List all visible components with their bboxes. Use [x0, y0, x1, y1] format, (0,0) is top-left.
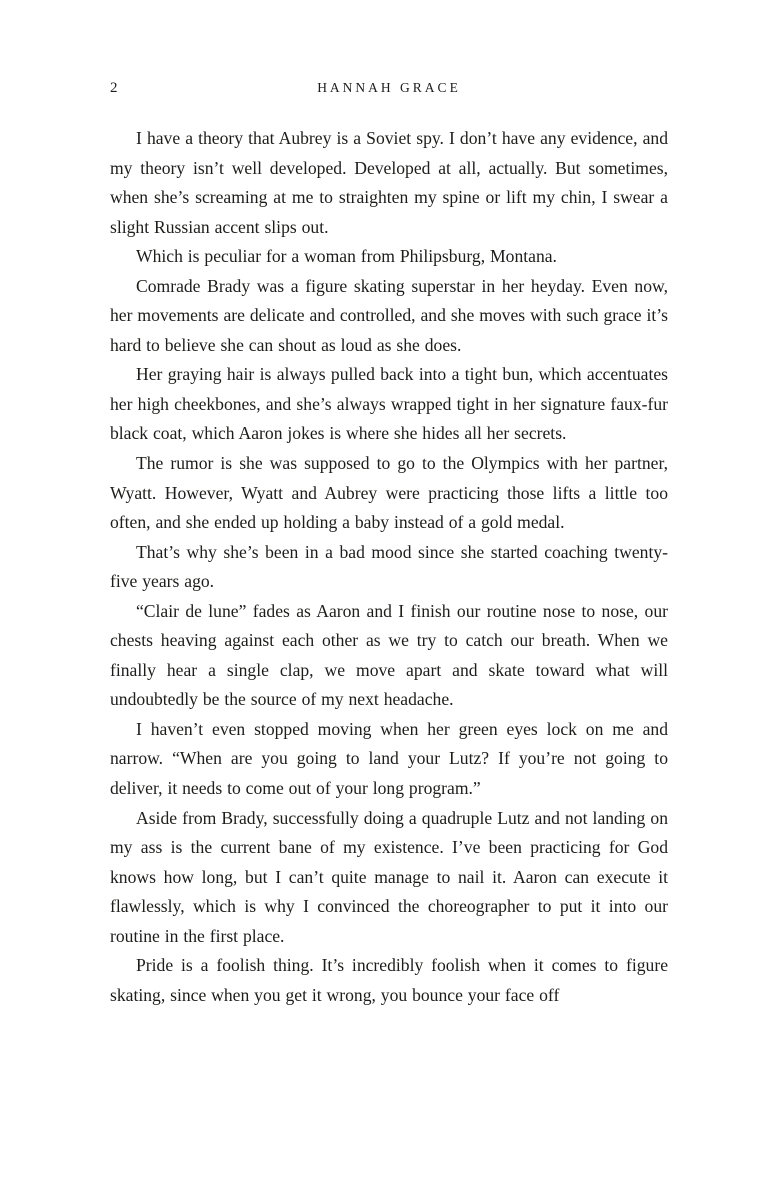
page-number: 2: [110, 80, 118, 96]
body-text: [110, 124, 668, 1010]
paragraph: I have a theory that Aubrey is a Soviet spy. I don’t have any evidence, and my theory isn’t well developed. Developed at all, actually. But sometimes, when she’s screaming at me to straighten my spine or lift my chin, I swear a slight Russian accent slips out.: [110, 128, 668, 237]
paragraph: That’s why she’s been in a bad mood since she started coaching twenty-five years ago.: [110, 541, 668, 592]
paragraph: Which is peculiar for a woman from Philipsburg, Montana.: [136, 246, 557, 267]
paragraph: “Clair de lune” fades as Aaron and I finish our routine nose to nose, our chests heaving against each other as we try to catch our breath. When we finally hear a single clap, we move apart and skate toward what will undoubtedly be the source of my next headache.: [110, 600, 668, 710]
paragraph: I haven’t even stopped moving when her green eyes lock on me and narrow. “When are you going to land your Lutz? If you’re not going to deliver, it needs to come out of your long program.”: [110, 718, 668, 799]
paragraph: Comrade Brady was a figure skating superstar in her heyday. Even now, her movements are delicate and controlled, and she moves with such grace it’s hard to believe she can shout as loud as she does.: [110, 275, 668, 355]
paragraph: Pride is a foolish thing. It’s incredibly foolish when it comes to figure skating, since when you get it wrong, you bounce your face off: [110, 955, 668, 1005]
running-header-title: HANNAH GRACE: [317, 80, 461, 95]
page-header: [110, 80, 668, 100]
paragraph: The rumor is she was supposed to go to the Olympics with her partner, Wyatt. However, Wyatt and Aubrey were practicing those lifts a little too often, and she ended up holding a baby instead of a gold medal.: [110, 453, 668, 533]
paragraph: Aside from Brady, successfully doing a quadruple Lutz and not landing on my ass is the current bane of my existence. I’ve been practicing for God knows how long, but I can’t quite manage to nail it. Aaron can execute it flawlessly, which is why I convinced the choreographer to put it into our routine in the first place.: [110, 807, 668, 946]
paragraph: Her graying hair is always pulled back into a tight bun, which accentuates her high cheekbones, and she’s always wrapped tight in her signature faux-fur black coat, which Aaron jokes is where she hides all her secrets.: [110, 364, 668, 444]
